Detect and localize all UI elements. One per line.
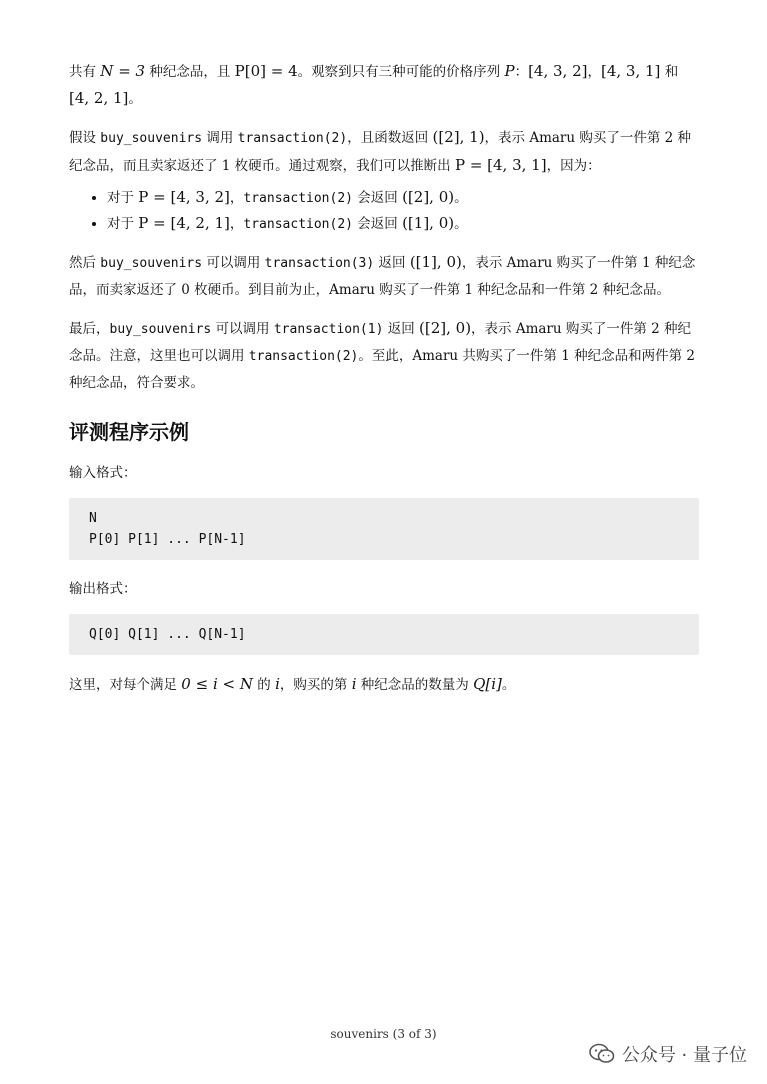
text: ， (229, 190, 244, 206)
text: 共有 (69, 64, 96, 80)
text: 和 (660, 64, 679, 80)
text: 对于 (107, 190, 139, 206)
text: 会返回 (352, 190, 403, 206)
code-transaction: transaction(2) (243, 217, 353, 232)
math-sequence-3: [4, 2, 1] (69, 89, 129, 107)
text: 。 (501, 677, 516, 693)
math-p0-equals-4: P[0] = 4 (234, 62, 298, 80)
text: 种纪念品，且 (149, 64, 231, 80)
paragraph-first-transaction (69, 124, 699, 179)
math-p-case: P = [4, 3, 2] (138, 188, 230, 206)
text: 可以调用 (211, 321, 274, 337)
text: 。至此，Amaru 共购买了一件第 1 种纪念品和两件第 2 种纪念品，符合要求。 (69, 348, 695, 391)
input-format-label: 输入格式： (69, 465, 137, 481)
math-i: i (351, 675, 357, 693)
output-format-code-block (69, 614, 699, 655)
text: 可以调用 (202, 255, 265, 271)
code-line: N (89, 511, 97, 526)
text: 。 (128, 91, 142, 107)
text: ，且函数返回 (347, 130, 433, 146)
math-return-value: ([1], 0) (409, 253, 462, 271)
code-buy-souvenirs: buy_souvenirs (100, 256, 203, 271)
paragraph-final-transaction (69, 315, 699, 396)
wechat-icon (588, 1042, 616, 1066)
code-transaction: transaction(2) (237, 131, 348, 146)
code-transaction: transaction(2) (248, 349, 359, 364)
section-heading: 评测程序示例 (69, 420, 189, 444)
input-format-code-block (69, 498, 699, 560)
math-return-value: ([2], 0) (402, 188, 455, 206)
text: ，购买的第 (279, 677, 352, 693)
text: 。观察到只有三种可能的价格序列 (297, 64, 501, 80)
text: ，表示 Amaru 购买了一件第 2 种纪念品，而且卖家返还了 1 枚硬币。通过观察，我们可以推断出 (69, 130, 692, 174)
text: ，表示 Amaru 购买了一件第 1 种纪念品，而卖家返还了 0 枚硬币。到目前为止，Amaru 购买了一件第 1 种纪念品和一件第 2 种纪念品。 (69, 255, 696, 298)
list-item (107, 211, 699, 237)
math-n-equals-3: N = 3 (100, 62, 146, 80)
code-line: Q[0] Q[1] ... Q[N-1] (89, 627, 246, 642)
math-sequence-1: [4, 3, 2] (528, 62, 588, 80)
math-return-value: ([2], 0) (419, 319, 472, 337)
text: 最后， (69, 321, 110, 337)
list-item (107, 185, 699, 211)
paragraph-second-transaction (69, 249, 699, 303)
reason-list (69, 185, 699, 237)
text: 返回 (374, 255, 410, 271)
math-range: 0 ≤ i < N (181, 675, 253, 693)
code-transaction: transaction(1) (273, 322, 384, 337)
math-q-i: Q[i] (473, 675, 502, 693)
code-transaction: transaction(2) (243, 191, 353, 206)
math-i: i (275, 675, 280, 693)
math-inferred-p: P = [4, 3, 1] (454, 156, 547, 174)
text: ， (587, 64, 601, 80)
math-return-value: ([1], 0) (402, 214, 455, 232)
paragraph-price-sequences (69, 58, 699, 112)
math-p-case: P = [4, 2, 1] (138, 214, 230, 232)
math-sequence-2: [4, 3, 1] (600, 62, 661, 80)
document-page (69, 58, 699, 698)
text: ，因为： (546, 158, 601, 174)
math-return-value: ([2], 1) (432, 128, 485, 146)
text: ： (514, 64, 529, 80)
page-footer: souvenirs (3 of 3) (330, 1027, 437, 1041)
text: 假设 (69, 130, 101, 146)
watermark-text: 公众号 · 量子位 (621, 1045, 747, 1066)
text: 。 (454, 216, 468, 232)
text: 然后 (69, 255, 101, 271)
text: 。 (454, 190, 468, 206)
math-p: P (504, 62, 515, 80)
output-format-label: 输出格式： (69, 581, 137, 597)
code-line: P[0] P[1] ... P[N-1] (89, 532, 246, 547)
code-transaction: transaction(3) (264, 256, 375, 271)
text: 会返回 (352, 216, 403, 232)
text: ，表示 Amaru 购买了一件第 2 种纪念品。注意，这里也可以调用 (69, 321, 692, 364)
text: ， (229, 216, 244, 232)
code-buy-souvenirs: buy_souvenirs (100, 131, 203, 146)
watermark (588, 1041, 747, 1067)
code-buy-souvenirs: buy_souvenirs (109, 322, 212, 337)
text: 这里，对每个满足 (69, 677, 182, 693)
text: 种纪念品的数量为 (356, 677, 474, 693)
text: 对于 (107, 216, 139, 232)
paragraph-output-explanation (69, 671, 699, 698)
text: 的 (252, 677, 276, 693)
text: 调用 (202, 130, 238, 146)
text: 返回 (383, 321, 420, 337)
